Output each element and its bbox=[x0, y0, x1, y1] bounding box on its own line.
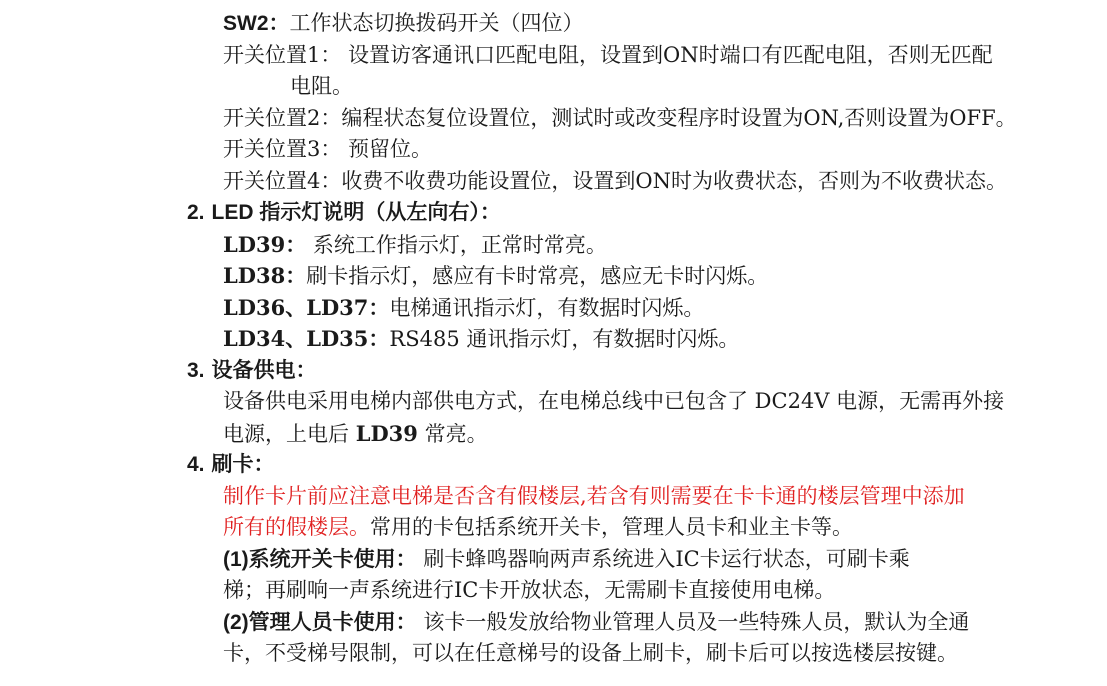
manager-card-item-line2 bbox=[187, 638, 1017, 670]
warning-line1 bbox=[187, 481, 1017, 513]
switch-pos4-label: 开关位置4： bbox=[223, 168, 342, 193]
manual-text-block bbox=[187, 8, 1017, 670]
ld38-line bbox=[187, 260, 1017, 292]
system-card-item-text: 刷卡蜂鸣器响两声系统进入IC卡运行状态，可刷卡乘 bbox=[416, 546, 910, 571]
ld34-ld35-label: LD34、LD35： bbox=[223, 326, 390, 351]
card-section-title: 刷卡： bbox=[211, 453, 275, 476]
system-card-item-line1 bbox=[187, 544, 1017, 576]
sw2-label: SW2： bbox=[223, 12, 290, 35]
switch-pos1-continuation bbox=[187, 71, 1017, 103]
led-section-number: 2. bbox=[187, 201, 205, 224]
manager-card-item-label: (2)管理人员卡使用： bbox=[223, 610, 417, 634]
switch-pos4-line bbox=[187, 166, 1017, 198]
ld38-text: 刷卡指示灯，感应有卡时常亮，感应无卡时闪烁。 bbox=[306, 264, 769, 288]
power-section-title: 设备供电： bbox=[211, 358, 317, 382]
manager-card-item-text: 该卡一般发放给物业管理人员及一些特殊人员，默认为全通 bbox=[416, 609, 970, 634]
power-section-number: 3. bbox=[187, 358, 205, 382]
ld34-ld35-text: RS485 通讯指示灯，有数据时闪烁。 bbox=[389, 327, 740, 351]
system-card-item-cont-text: 梯；再刷响一声系统进行IC卡开放状态，无需刷卡直接使用电梯。 bbox=[223, 578, 836, 602]
system-card-item-line2 bbox=[187, 575, 1017, 607]
power-body-ld39-ref: LD39 bbox=[355, 420, 418, 446]
power-body-line2-post: 常亮。 bbox=[417, 421, 488, 446]
switch-pos1-text: 设置访客通讯口匹配电阻，设置到ON时端口有匹配电阻，否则无匹配 bbox=[341, 42, 993, 67]
switch-pos1-label: 开关位置1： bbox=[223, 42, 342, 67]
power-section-heading bbox=[187, 355, 1017, 387]
sw2-text: 工作状态切换拨码开关（四位） bbox=[289, 11, 584, 35]
warning-line2-red-text: 所有的假楼层。 bbox=[223, 515, 370, 539]
manager-card-item-cont-text: 卡，不受梯号限制，可以在任意梯号的设备上刷卡，刷卡后可以按选楼层按键。 bbox=[223, 641, 958, 665]
card-section-heading bbox=[187, 449, 1017, 481]
switch-pos3-text: 预留位。 bbox=[341, 137, 433, 161]
led-section-heading bbox=[187, 197, 1017, 229]
switch-pos2-line bbox=[187, 103, 1017, 135]
switch-pos2-text: 编程状态复位设置位，测试时或改变程序时设置为ON,否则设置为OFF。 bbox=[341, 105, 1017, 130]
power-body-line2 bbox=[187, 418, 1017, 450]
ld36-ld37-label: LD36、LD37： bbox=[223, 294, 390, 320]
system-card-item-label: (1)系统开关卡使用： bbox=[223, 547, 417, 571]
sw2-heading-line bbox=[187, 8, 1017, 40]
switch-pos3-label: 开关位置3： bbox=[223, 137, 342, 161]
switch-pos4-text: 收费不收费功能设置位，设置到ON时为收费状态，否则为不收费状态。 bbox=[341, 168, 1007, 193]
power-body-line2-pre: 电源，上电后 bbox=[223, 421, 356, 446]
switch-pos1-cont-text: 电阻。 bbox=[290, 74, 353, 98]
switch-pos3-line bbox=[187, 134, 1017, 166]
card-section-number: 4. bbox=[187, 453, 205, 476]
switch-pos1-line bbox=[187, 40, 1017, 72]
power-body-line1 bbox=[187, 386, 1017, 418]
ld38-label: LD38： bbox=[223, 263, 307, 288]
power-body-line1-text: 设备供电采用电梯内部供电方式，在电梯总线中已包含了 DC24V 电源，无需再外接 bbox=[223, 389, 1005, 413]
warning-line2 bbox=[187, 512, 1017, 544]
ld39-text: 系统工作指示灯，正常时常亮。 bbox=[306, 232, 607, 257]
ld39-line bbox=[187, 229, 1017, 261]
switch-pos2-label: 开关位置2： bbox=[223, 105, 342, 130]
ld34-ld35-line bbox=[187, 323, 1017, 355]
manager-card-item-line1 bbox=[187, 607, 1017, 639]
led-section-title: LED 指示灯说明（从左向右）： bbox=[211, 201, 501, 224]
ld36-ld37-line bbox=[187, 292, 1017, 324]
ld39-label: LD39： bbox=[223, 231, 307, 257]
ld36-ld37-text: 电梯通讯指示灯，有数据时闪烁。 bbox=[389, 295, 705, 320]
warning-line2-rest-text: 常用的卡包括系统开关卡，管理人员卡和业主卡等。 bbox=[370, 515, 853, 539]
warning-line1-text: 制作卡片前应注意电梯是否含有假楼层,若含有则需要在卡卡通的楼层管理中添加 bbox=[223, 483, 965, 508]
